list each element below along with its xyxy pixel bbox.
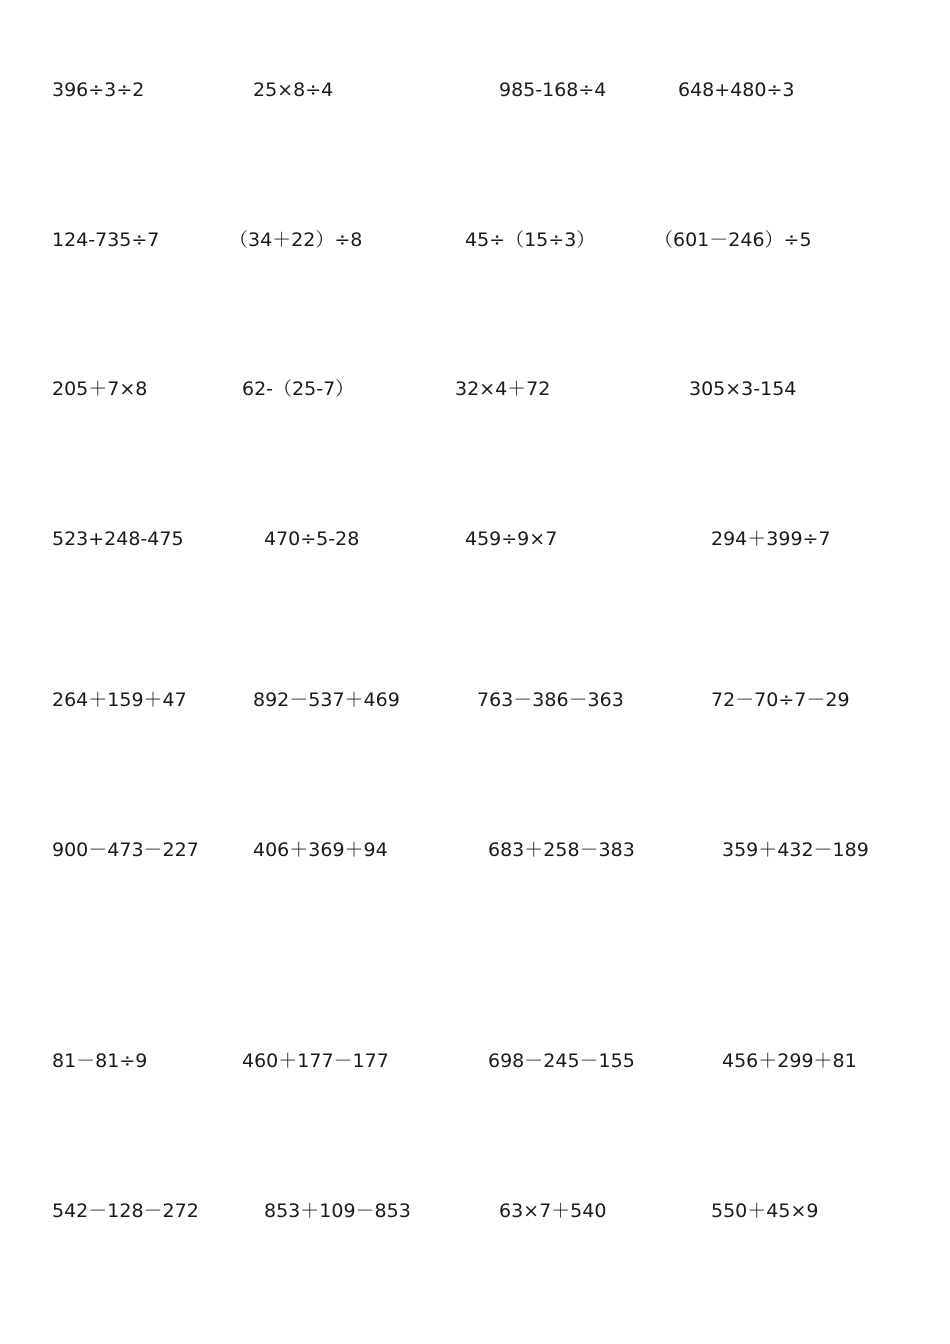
problem: 523+248-475	[52, 528, 184, 550]
problem-row-5	[0, 685, 950, 715]
problem: 396÷3÷2	[52, 79, 145, 101]
problem: 456＋299＋81	[722, 1050, 857, 1072]
problem: 542－128－272	[52, 1200, 199, 1222]
problem: 406＋369＋94	[253, 839, 388, 861]
problem-row-8	[0, 1196, 950, 1226]
problem: 698－245－155	[488, 1050, 635, 1072]
problem: 460＋177－177	[242, 1050, 389, 1072]
problem: 205＋7×8	[52, 378, 148, 400]
problem-row-3	[0, 374, 950, 404]
problem: 892－537＋469	[253, 689, 400, 711]
problem: 305×3-154	[689, 378, 797, 400]
problem-row-6	[0, 835, 950, 865]
problem-row-4	[0, 524, 950, 554]
problem: 25×8÷4	[253, 79, 334, 101]
problem: 550＋45×9	[711, 1200, 819, 1222]
problem: 853＋109－853	[264, 1200, 411, 1222]
problem: 45÷（15÷3）	[465, 229, 596, 251]
problem: 81－81÷9	[52, 1050, 148, 1072]
problem-row-2	[0, 225, 950, 255]
problem: 62-（25-7）	[242, 378, 355, 400]
problem: 72－70÷7－29	[711, 689, 850, 711]
problem-row-7	[0, 1046, 950, 1076]
problem: 763－386－363	[477, 689, 624, 711]
problem: 683＋258－383	[488, 839, 635, 861]
problem: 985-168÷4	[499, 79, 607, 101]
problem: （601－246）÷5	[654, 229, 812, 251]
problem: 459÷9×7	[465, 528, 558, 550]
problem: 470÷5-28	[264, 528, 360, 550]
problem: 359＋432－189	[722, 839, 869, 861]
problem: 294＋399÷7	[711, 528, 831, 550]
problem: （34＋22）÷8	[229, 229, 363, 251]
problem: 63×7＋540	[499, 1200, 607, 1222]
problem: 900－473－227	[52, 839, 199, 861]
problem-row-1	[0, 75, 950, 105]
problem: 32×4＋72	[455, 378, 551, 400]
problem: 124-735÷7	[52, 229, 160, 251]
problem: 648+480÷3	[678, 79, 795, 101]
problem: 264＋159＋47	[52, 689, 187, 711]
